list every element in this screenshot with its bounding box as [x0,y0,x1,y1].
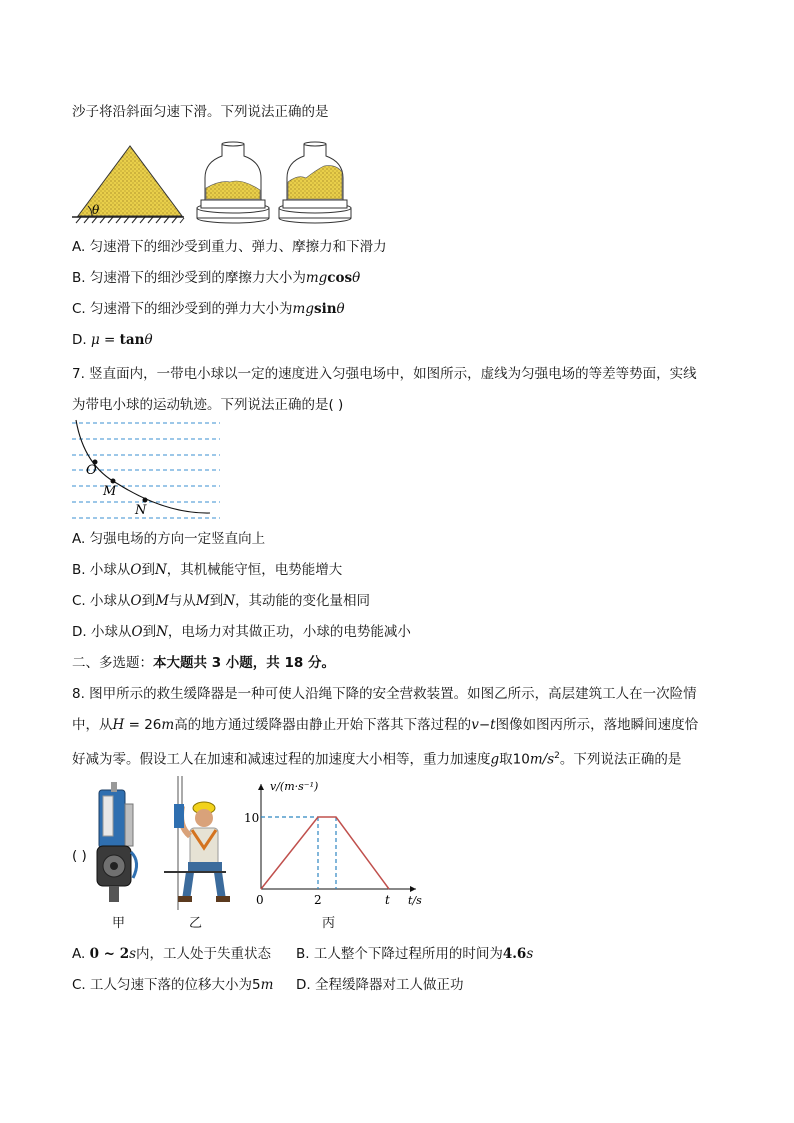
q7-figure [70,418,230,524]
caption-yi: 乙 [189,916,203,931]
q6-option-c: C. 匀速滑下的细沙受到的弹力大小为mgsinθ [72,301,345,317]
q7-option-b: B. 小球从O到N，其机械能守恒，电势能增大 [72,562,343,578]
q7-option-d: D. 小球从O到N，电场力对其做正功，小球的电势能减小 [72,624,411,640]
section-heading: 二、多选题：本大题共 3 小题，共 18 分。 [72,655,335,671]
vt-x-label: t/s [408,894,422,907]
q8-stem-line3: 好减为零。假设工人在加速和减速过程的加速度大小相等，重力加速度g取$10m/s^2$。下列说法正确的是 [72,751,682,768]
q8-option-a: A. 0 ~ 2s内，工人处于失重状态 [72,946,272,962]
vt-x-tick-2: 2 [314,893,322,907]
q7-stem-line2: 为带电小球的运动轨迹。下列说法正确的是( ) [72,397,344,413]
q6-option-b: B. 匀速滑下的细沙受到的摩擦力大小为mgcosθ [72,270,361,286]
caption-bing: 丙 [322,916,336,931]
q7-stem-line1: 7. 竖直面内，一带电小球以一定的速度进入匀强电场中，如图所示，虚线为匀强电场的等差等势面，实线 [72,366,697,382]
q7-option-c: C. 小球从O到M与从M到N，其动能的变化量相同 [72,593,371,609]
descender-device-image [93,782,145,906]
vt-y-label: v/(m·s⁻¹) [270,780,319,793]
q8-answer-paren: ( ) [72,848,87,864]
vt-velocity-line [261,817,389,889]
point-o-label: O [86,463,97,478]
q6-option-d: D. μ = tanθ [72,332,153,348]
worker-image [160,776,232,910]
q8-option-c: C. 工人匀速下落的位移大小为5m [72,977,274,993]
q8-option-d: D. 全程缓降器对工人做正功 [296,977,464,993]
q6-figure [70,140,360,224]
q8-option-b: B. 工人整个下降过程所用的时间为4.6s [296,946,534,962]
q8-stem-line1: 8. 图甲所示的救生缓降器是一种可使人沿绳下降的安全营救装置。如图乙所示，高层建筑工人在一次险情 [72,686,697,702]
sand-jar-left [197,142,269,223]
q6-option-a: A. 匀速滑下的细沙受到重力、弹力、摩擦力和下滑力 [72,239,387,255]
q8-stem-line2: 中，从H = 26m高的地方通过缓降器由静止开始下落其下落过程的v−t图像如图丙所示，落地瞬间速度恰 [72,717,699,733]
point-m-label: M [103,484,117,499]
vt-x-tick-t: t [385,893,390,907]
q6-intro: 沙子将沿斜面匀速下滑。下列说法正确的是 [72,104,329,120]
vt-origin-label: 0 [256,893,264,907]
sand-jar-right [279,142,351,223]
vt-graph [236,776,436,914]
theta-label: θ [92,203,100,217]
point-n-label: N [135,503,147,518]
caption-jia: 甲 [112,916,126,931]
q7-option-a: A. 匀强电场的方向一定竖直向上 [72,531,266,547]
vt-y-tick-10: 10 [244,811,260,825]
